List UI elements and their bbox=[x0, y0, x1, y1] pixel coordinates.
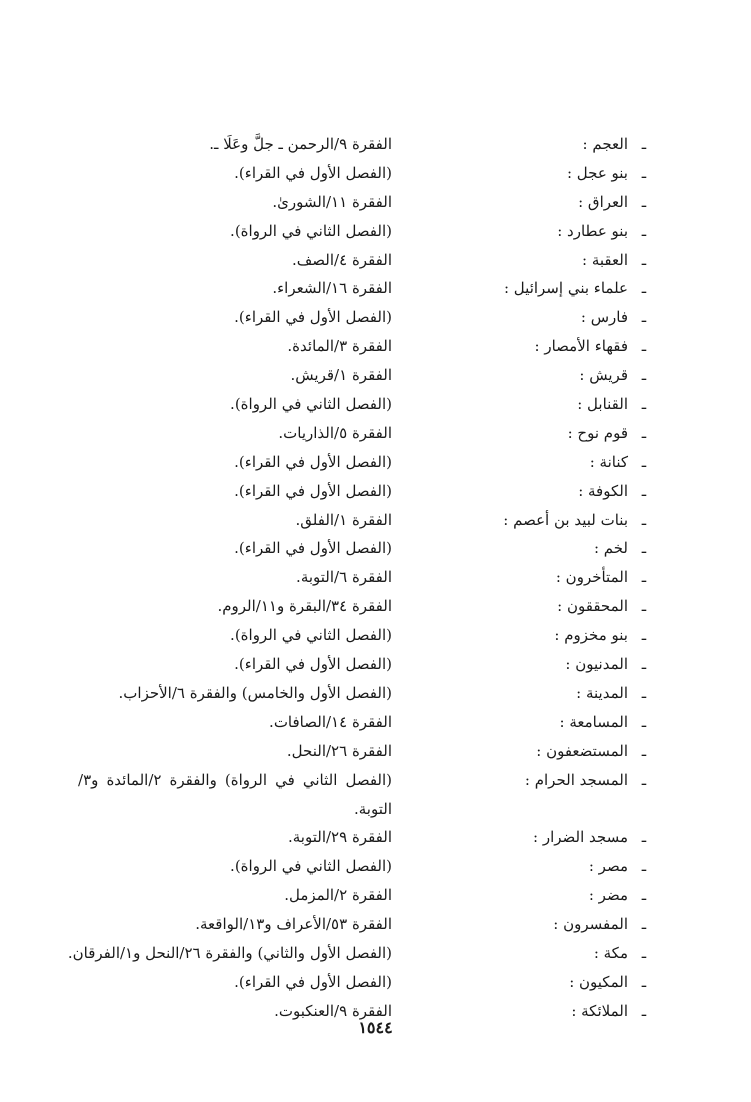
entry-reference: الفقرة ١١/الشورىٰ. bbox=[272, 192, 392, 211]
entry-term: العقبة : bbox=[582, 250, 628, 269]
entry-term: علماء بني إسرائيل : bbox=[503, 279, 628, 298]
entry-dash: ـ bbox=[641, 943, 647, 962]
index-entry bbox=[78, 448, 650, 477]
entry-term: مضر : bbox=[588, 886, 628, 905]
entry-reference: الفقرة ٥٣/الأعراف و١٣/الواقعة. bbox=[195, 915, 392, 934]
entry-dash: ـ bbox=[641, 597, 647, 616]
entry-dash: ـ bbox=[641, 683, 647, 702]
entry-dash: ـ bbox=[641, 250, 647, 269]
entry-reference: (الفصل الأول في القراء). bbox=[234, 163, 392, 182]
entry-term: الكوفة : bbox=[578, 481, 628, 500]
index-entry bbox=[78, 217, 650, 246]
entry-dash: ـ bbox=[641, 279, 647, 298]
page-number: ١٥٤٤ bbox=[358, 1018, 393, 1037]
entry-term: المحققون : bbox=[557, 597, 628, 616]
entry-dash: ـ bbox=[641, 510, 647, 529]
entry-term: بنو عجل : bbox=[566, 163, 628, 182]
entry-reference: الفقرة ٦/التوبة. bbox=[296, 568, 392, 587]
entry-reference: (الفصل الأول في القراء). bbox=[234, 452, 392, 471]
entry-dash: ـ bbox=[641, 308, 647, 327]
entry-dash: ـ bbox=[641, 770, 647, 789]
entry-dash: ـ bbox=[641, 366, 647, 385]
index-entry bbox=[78, 737, 650, 766]
entry-reference: الفقرة ٣٤/البقرة و١١/الروم. bbox=[217, 597, 392, 616]
entry-reference: (الفصل الأول في القراء). bbox=[234, 655, 392, 674]
entry-term: مكة : bbox=[593, 943, 628, 962]
index-entry bbox=[78, 650, 650, 679]
index-entry bbox=[78, 390, 650, 419]
index-entry bbox=[78, 332, 650, 361]
entry-dash: ـ bbox=[641, 972, 647, 991]
entry-term: مصر : bbox=[588, 857, 628, 876]
entry-term: القنابل : bbox=[577, 395, 628, 414]
index-entry bbox=[67, 939, 650, 968]
entry-reference: (الفصل الثاني في الرواة). bbox=[230, 221, 392, 240]
entry-dash: ـ bbox=[641, 1001, 647, 1020]
index-entry bbox=[78, 246, 650, 275]
index-entry bbox=[78, 852, 650, 881]
entry-reference: الفقرة ٣/المائدة. bbox=[287, 337, 392, 356]
entry-dash: ـ bbox=[641, 452, 647, 471]
entry-dash: ـ bbox=[641, 395, 647, 414]
entry-dash: ـ bbox=[641, 712, 647, 731]
entry-reference: (الفصل الثاني في الرواة). bbox=[230, 626, 392, 645]
index-entry bbox=[78, 130, 650, 159]
index-entry bbox=[78, 506, 650, 535]
entry-term: مسجد الضرار : bbox=[533, 828, 628, 847]
entry-dash: ـ bbox=[641, 539, 647, 558]
entry-term: المدينة : bbox=[576, 683, 628, 702]
index-entry bbox=[78, 361, 650, 390]
index-entry bbox=[78, 968, 650, 997]
entry-reference: (الفصل الأول والثاني) والفقرة ٢٦/النحل و١/الفرقان. bbox=[67, 943, 392, 962]
index-entry bbox=[78, 477, 650, 506]
entry-term: قوم نوح : bbox=[567, 423, 628, 442]
entry-dash: ـ bbox=[641, 828, 647, 847]
index-entry bbox=[78, 274, 650, 303]
entry-dash: ـ bbox=[641, 886, 647, 905]
index-entry bbox=[78, 303, 650, 332]
entry-reference: الفقرة ١/الفلق. bbox=[295, 510, 392, 529]
index-entry bbox=[78, 881, 650, 910]
entry-term: لخم : bbox=[593, 539, 628, 558]
entry-dash: ـ bbox=[641, 568, 647, 587]
entry-term: المفسرون : bbox=[553, 915, 628, 934]
entry-reference: (الفصل الثاني في الرواة). bbox=[230, 395, 392, 414]
entry-term: بنو عطارد : bbox=[557, 221, 628, 240]
entry-reference: الفقرة ١٤/الصافات. bbox=[269, 712, 392, 731]
entry-term: العراق : bbox=[578, 192, 628, 211]
entry-dash: ـ bbox=[641, 915, 647, 934]
index-entry bbox=[78, 592, 650, 621]
entry-term: بنو مخزوم : bbox=[554, 626, 628, 645]
index-entry bbox=[78, 708, 650, 737]
entry-reference: (الفصل الأول في القراء). bbox=[234, 308, 392, 327]
entry-dash: ـ bbox=[641, 221, 647, 240]
entry-dash: ـ bbox=[641, 135, 647, 153]
entry-term: المدنيون : bbox=[565, 655, 628, 674]
index-entry bbox=[78, 621, 650, 650]
entry-reference: (الفصل الأول في القراء). bbox=[234, 539, 392, 558]
entry-term: الملائكة : bbox=[571, 1001, 628, 1020]
entry-dash: ـ bbox=[641, 655, 647, 674]
entry-reference: الفقرة ٥/الذاريات. bbox=[278, 423, 392, 442]
index-entries bbox=[67, 130, 650, 1026]
index-entry bbox=[78, 534, 650, 563]
entry-dash: ـ bbox=[641, 741, 647, 760]
index-entry bbox=[78, 188, 650, 217]
entry-reference: الفقرة ٢٩/التوبة. bbox=[287, 828, 392, 847]
entry-term: كنانة : bbox=[589, 452, 628, 471]
entry-term: المسامعة : bbox=[559, 712, 628, 731]
entry-reference: الفقرة ٢٦/النحل. bbox=[286, 741, 392, 760]
index-entry bbox=[78, 766, 650, 824]
index-entry bbox=[78, 159, 650, 188]
index-entry bbox=[78, 823, 650, 852]
entry-term: المسجد الحرام : bbox=[524, 770, 628, 789]
entry-dash: ـ bbox=[641, 857, 647, 876]
entry-dash: ـ bbox=[641, 423, 647, 442]
entry-term: فقهاء الأمصار : bbox=[534, 337, 628, 356]
entry-term: فارس : bbox=[580, 308, 628, 327]
entry-term: بنات لبيد بن أعصم : bbox=[503, 510, 628, 529]
entry-dash: ـ bbox=[641, 163, 647, 182]
index-entry bbox=[78, 679, 650, 708]
entry-term: المتأخرون : bbox=[555, 568, 628, 587]
entry-reference: (الفصل الثاني في الرواة). bbox=[230, 857, 392, 876]
entry-reference: الفقرة ١٦/الشعراء. bbox=[272, 279, 392, 298]
entry-dash: ـ bbox=[641, 626, 647, 645]
index-entry bbox=[78, 910, 650, 939]
entry-term: قريش : bbox=[579, 366, 628, 385]
entry-reference: الفقرة ٩/العنكبوت. bbox=[274, 1001, 392, 1020]
index-entry bbox=[78, 419, 650, 448]
entry-reference: الفقرة ٢/المزمل. bbox=[284, 886, 392, 905]
entry-term: المستضعفون : bbox=[536, 741, 628, 760]
entry-reference: (الفصل الأول في القراء). bbox=[234, 972, 392, 991]
index-entry bbox=[78, 563, 650, 592]
entry-dash: ـ bbox=[641, 192, 647, 211]
entry-reference: (الفصل الأول في القراء). bbox=[234, 481, 392, 500]
entry-reference: الفقرة ٤/الصف. bbox=[292, 250, 392, 269]
entry-dash: ـ bbox=[641, 481, 647, 500]
entry-term: العجم : bbox=[582, 135, 628, 153]
entry-reference: الفقرة ٩/الرحمن ـ جلَّ وعَلَا ـ. bbox=[209, 135, 392, 153]
entry-dash: ـ bbox=[641, 337, 647, 356]
entry-reference: (الفصل الأول والخامس) والفقرة ٦/الأحزاب. bbox=[118, 683, 392, 702]
entry-reference: (الفصل الثاني في الرواة) والفقرة ٢/المائدة و٣/التوبة. bbox=[78, 770, 393, 818]
entry-term: المكيون : bbox=[569, 972, 628, 991]
entry-reference: الفقرة ١/قريش. bbox=[290, 366, 392, 385]
